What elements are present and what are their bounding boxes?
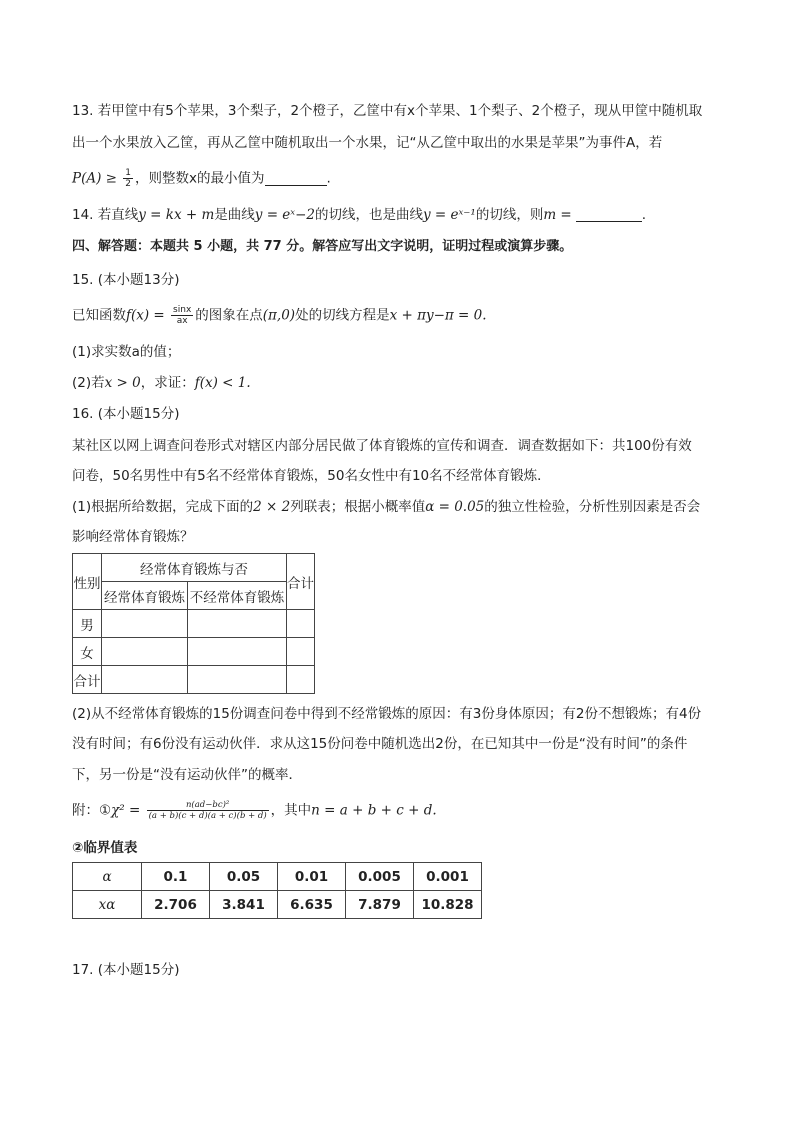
crit-alpha-value: 0.1 bbox=[142, 863, 210, 891]
q14-line bbox=[72, 205, 646, 225]
crit-alpha-value: 0.05 bbox=[210, 863, 278, 891]
table-header-group: 经常体育锻炼与否 bbox=[102, 554, 287, 582]
q15-fraction bbox=[171, 305, 193, 326]
q15-fx: f(x) = bbox=[126, 307, 165, 324]
q14-mid1: 是曲线 bbox=[214, 207, 255, 223]
q15-p2-c: ，求证： bbox=[140, 375, 195, 391]
table-cell[interactable] bbox=[102, 638, 188, 666]
q14-mid2: 的切线，也是曲线 bbox=[314, 207, 423, 223]
q14-lead: 14. 若直线 bbox=[72, 207, 139, 223]
q15-p2-claim: f(x) < 1. bbox=[194, 375, 251, 391]
q13-line3 bbox=[72, 168, 331, 189]
q14-expr-curve1: y = eˣ−2 bbox=[254, 207, 315, 223]
table-cell[interactable] bbox=[102, 666, 188, 694]
q16-stem-line2: 问卷，50名男性中有5名不经常体育锻炼，50名女性中有10名不经常体育锻炼． bbox=[72, 468, 551, 484]
crit-alpha-label: α bbox=[73, 863, 142, 891]
q16-part2-line1: (2)从不经常体育锻炼的15份调查问卷中得到不经常锻炼的原因：有3份身体原因；有2份不想锻炼；有4份 bbox=[72, 706, 702, 722]
table-cell[interactable] bbox=[287, 666, 315, 694]
q16-stem-line1: 某社区以网上调查问卷形式对辖区内部分居民做了体育锻炼的宣传和调查．调查数据如下：共100份有效 bbox=[72, 438, 692, 454]
q14-expr-curve2: y = eˣ⁻¹ bbox=[422, 207, 476, 223]
q16-p1-c: 的独立性检验，分析性别因素是否会 bbox=[484, 499, 701, 515]
contingency-table bbox=[72, 553, 315, 694]
q15-stem bbox=[72, 305, 487, 326]
critical-table-title: ②临界值表 bbox=[72, 840, 138, 856]
q13-frac-den: 2 bbox=[125, 179, 132, 189]
q16-note-formula bbox=[72, 800, 437, 821]
q15-point: (π,0) bbox=[262, 307, 296, 324]
q15-stem-c: 处的切线方程是 bbox=[295, 307, 390, 324]
table-header-col1: 经常体育锻炼 bbox=[102, 582, 188, 610]
table-cell[interactable] bbox=[287, 610, 315, 638]
q16-part2-line3: 下，另一份是“没有运动伙伴”的概率． bbox=[72, 767, 302, 783]
q15-frac-den: ax bbox=[176, 316, 188, 326]
table-row-label-male: 男 bbox=[73, 610, 102, 638]
table-row-label-total: 合计 bbox=[73, 666, 102, 694]
q16-p1-dim: 2 × 2 bbox=[253, 499, 291, 515]
q15-p2-cond: x > 0 bbox=[104, 375, 141, 391]
q15-tangent-eq: x + πy−π = 0. bbox=[389, 307, 487, 324]
table-header-total: 合计 bbox=[287, 554, 315, 610]
q16-note-a: 附：① bbox=[72, 802, 112, 819]
table-cell[interactable] bbox=[102, 610, 188, 638]
q16-chi-den: (a + b)(c + d)(a + c)(b + d) bbox=[148, 811, 267, 821]
q13-frac-num: 1 bbox=[125, 168, 132, 178]
q14-mid3: 的切线，则 bbox=[475, 207, 544, 223]
q13-prob-expr: P(A) ≥ bbox=[72, 170, 117, 187]
q14-expr-m: m = bbox=[543, 207, 572, 223]
crit-alpha-value: 0.01 bbox=[278, 863, 346, 891]
q16-note-n: n = a + b + c + d. bbox=[311, 802, 437, 819]
crit-x-value: 10.828 bbox=[414, 891, 482, 919]
q14-expr-line: y = kx + m bbox=[138, 207, 215, 223]
q15-header: 15. (本小题13分) bbox=[72, 272, 180, 288]
q16-chi-label: χ² = bbox=[111, 802, 141, 819]
q15-p2-a: (2)若 bbox=[72, 375, 105, 391]
q17-header: 17. (本小题15分) bbox=[72, 962, 180, 978]
q16-part2-line2: 没有时间；有6份没有运动伙伴．求从这15份问卷中随机选出2份，在已知其中一份是“没有时间”的条件 bbox=[72, 736, 688, 752]
q13-period: . bbox=[326, 170, 331, 187]
table-cell[interactable] bbox=[188, 610, 287, 638]
q14-period: . bbox=[641, 207, 647, 223]
section-4-title: 四、解答题：本题共 5 小题，共 77 分。解答应写出文字说明，证明过程或演算步骤。 bbox=[72, 239, 573, 254]
q13-line2: 出一个水果放入乙筐，再从乙筐中随机取出一个水果，记“从乙筐中取出的水果是苹果”为事件A，若 bbox=[72, 135, 663, 151]
crit-x-value: 7.879 bbox=[346, 891, 414, 919]
q15-stem-b: 的图象在点 bbox=[195, 307, 263, 324]
q16-part1-line2: 影响经常体育锻炼？ bbox=[72, 529, 194, 545]
table-header-gender: 性别 bbox=[73, 554, 102, 610]
q13-fraction bbox=[123, 168, 133, 189]
q16-chi-num: n(ad−bc)² bbox=[147, 800, 269, 811]
crit-x-value: 6.635 bbox=[278, 891, 346, 919]
q15-stem-a: 已知函数 bbox=[72, 307, 126, 324]
q16-note-b: ，其中 bbox=[270, 802, 312, 819]
table-row-label-female: 女 bbox=[73, 638, 102, 666]
crit-x-value: 3.841 bbox=[210, 891, 278, 919]
crit-x-label: xα bbox=[73, 891, 142, 919]
q13-line1: 13. 若甲筐中有5个苹果，3个梨子，2个橙子，乙筐中有x个苹果、1个梨子、2个橙子，现从甲筐中随机取 bbox=[72, 103, 703, 119]
q16-p1-a: (1)根据所给数据，完成下面的 bbox=[72, 499, 254, 515]
q16-chi-fraction bbox=[147, 800, 269, 821]
table-cell[interactable] bbox=[287, 638, 315, 666]
q15-frac-num: sinx bbox=[173, 305, 192, 315]
table-cell[interactable] bbox=[188, 666, 287, 694]
table-header-col2: 不经常体育锻炼 bbox=[188, 582, 287, 610]
q16-p1-b: 列联表；根据小概率值 bbox=[290, 499, 426, 515]
q16-part1-line1 bbox=[72, 497, 700, 517]
q14-answer-blank[interactable] bbox=[576, 207, 642, 222]
crit-x-value: 2.706 bbox=[142, 891, 210, 919]
q15-part1: (1)求实数a的值； bbox=[72, 344, 181, 360]
crit-alpha-value: 0.001 bbox=[414, 863, 482, 891]
q15-part2 bbox=[72, 373, 251, 393]
crit-alpha-value: 0.005 bbox=[346, 863, 414, 891]
q13-text: ，则整数x的最小值为 bbox=[135, 170, 265, 187]
table-cell[interactable] bbox=[188, 638, 287, 666]
q16-header: 16. (本小题15分) bbox=[72, 406, 180, 422]
q16-p1-alpha: α = 0.05 bbox=[425, 499, 485, 515]
q13-answer-blank[interactable] bbox=[265, 171, 327, 186]
critical-value-table bbox=[72, 862, 482, 919]
